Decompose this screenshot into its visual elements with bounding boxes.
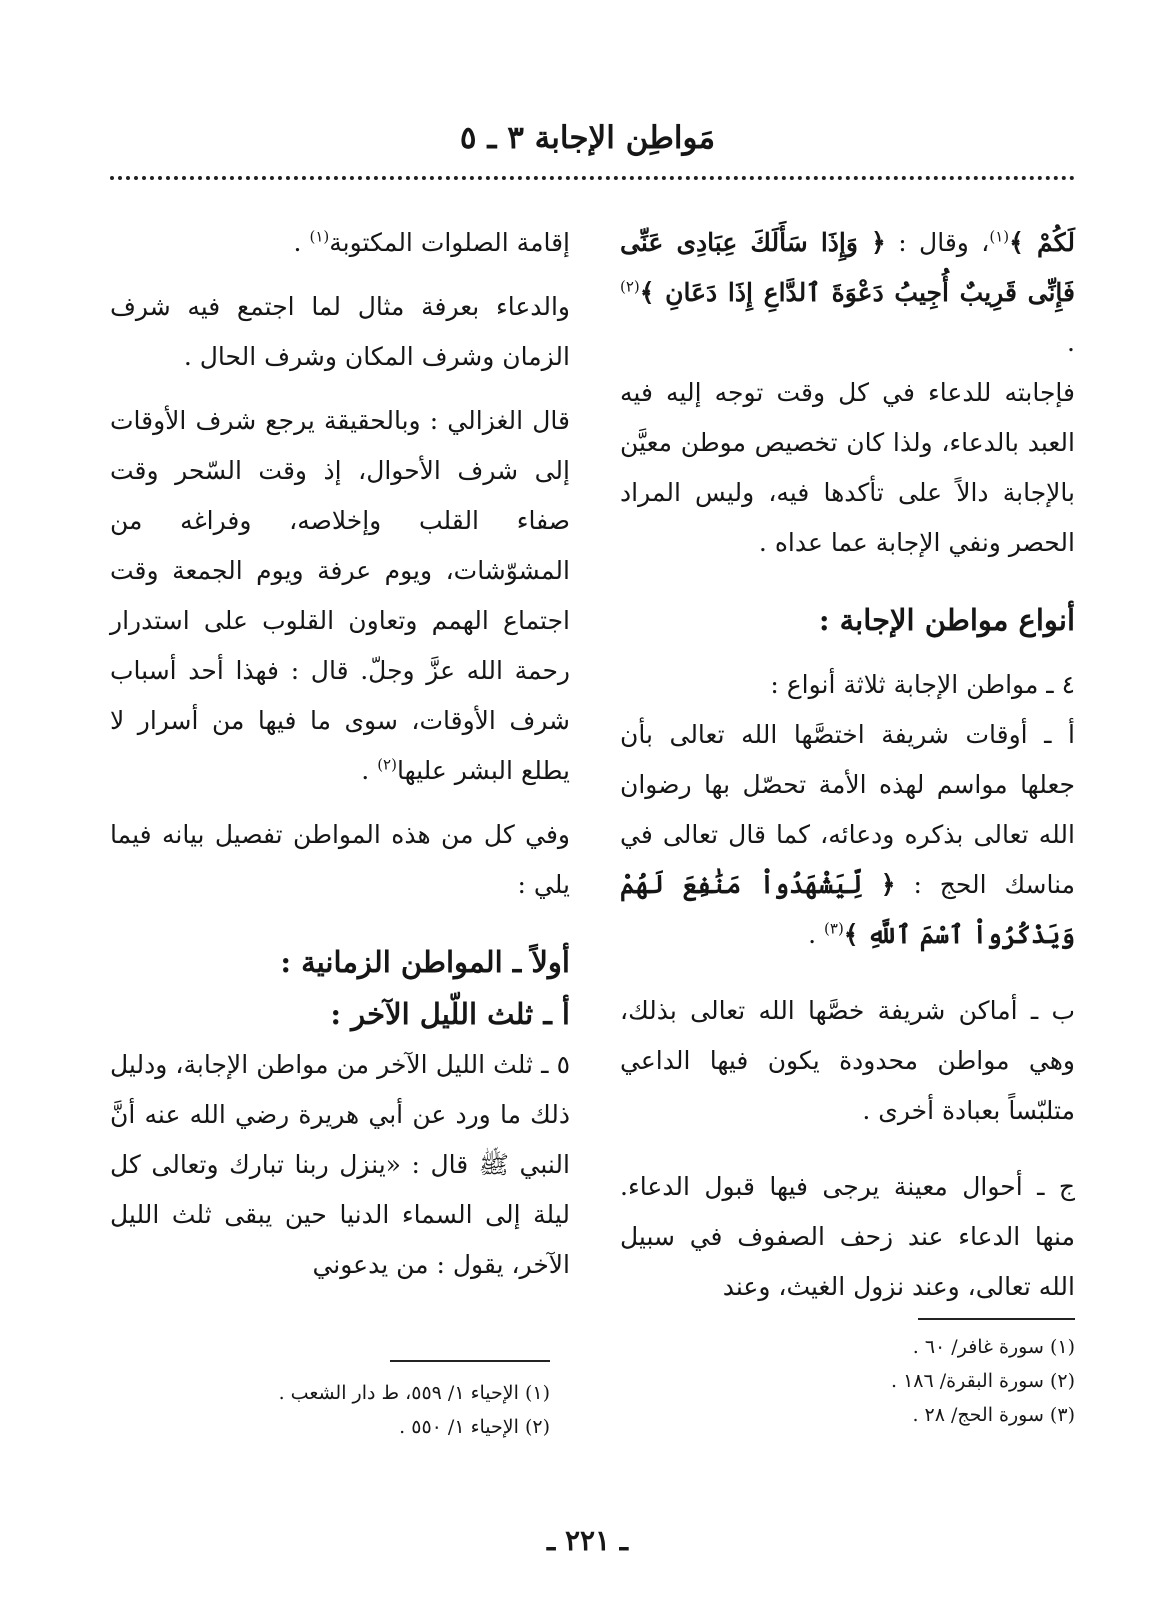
- subsection-heading-last-third: أ ـ ثلث اللّيل الآخر :: [330, 997, 570, 1031]
- footnote-ref: (٢): [620, 277, 640, 296]
- section-heading-types: أنواع مواطن الإجابة :: [818, 603, 1075, 637]
- footnote: (١) الإحياء ١/ ٥٥٩، ط دار الشعب .: [278, 1382, 550, 1404]
- paragraph-type-b: ب ـ أماكن شريفة خصَّها الله تعالى بذلك، وهي مواطن محدودة يكون فيها الداعي متلبّساً بعبادة أخرى .: [620, 996, 1075, 1125]
- paragraph-details: وفي كل من هذه المواطن تفصيل بيانه فيما يلي :: [110, 820, 570, 899]
- spacer: [110, 796, 570, 810]
- spacer: [110, 382, 570, 396]
- paragraph-ghazali: [110, 396, 570, 796]
- footnote-rule: [918, 1318, 1075, 1320]
- text-run: .: [361, 756, 378, 785]
- spacer: [620, 646, 1075, 660]
- quran-verse-fragment: لَكُمْ ﴾: [1009, 228, 1076, 257]
- footnote: (٢) الإحياء ١/ ٥٥٠ .: [399, 1416, 550, 1438]
- paragraph-types-intro: ٤ ـ مواطن الإجابة ثلاثة أنواع :: [770, 670, 1075, 699]
- footnote-ref: (١): [309, 227, 330, 246]
- page-number: ـ ٢٢١ ـ: [546, 1524, 629, 1557]
- paragraph-type-c: ج ـ أحوال معينة يرجى فيها قبول الدعاء. منها الدعاء عند زحف الصفوف في سبيل الله تعالى، وعند نزول الغيث، وعند: [620, 1172, 1075, 1301]
- footnotes-left: [250, 1376, 550, 1444]
- spacer: [620, 1136, 1075, 1162]
- text-run: ، وقال :: [885, 228, 990, 257]
- text-run: قال الغزالي : وبالحقيقة يرجع شرف الأوقات إلى شرف الأحوال، إذ وقت السّحر وقت صفاء القلب وإخلاصه، وفراغه من المشوّشات، ويوم عرفة ويوم الجمعة وقت اجتماع الهمم وتعاون القلوب على استدرار رحمة الله عزَّ وجلّ. قال : فهذا أحد أسباب شرف الأوقات، سوى ما فيها من أسرار لا يطلع البشر عليها: [110, 406, 570, 785]
- footnote-rule: [390, 1360, 550, 1362]
- paragraph-response: فإجابته للدعاء في كل وقت توجه إليه فيه العبد بالدعاء، ولذا كان تخصيص موطن معيَّن بالإجابة دالاً على تأكدها فيه، وليس المراد الحصر ونفي الإجابة عما عداه .: [620, 378, 1075, 557]
- left-column: [110, 218, 570, 1290]
- text-run: أ ـ أوقات شريفة اختصَّها الله تعالى بأن جعلها مواسم لهذه الأمة تحصّل بها رضوان الله تعالى بذكره ودعائه، كما قال تعالى في مناسك الحج :: [620, 720, 1076, 899]
- text-run: .: [808, 920, 825, 949]
- paragraph-type-a: [620, 710, 1075, 960]
- spacer: [620, 960, 1075, 986]
- section-heading-temporal: أولاً ـ المواطن الزمانية :: [280, 945, 570, 979]
- spacer: [620, 568, 1075, 594]
- right-column: [620, 218, 1075, 1312]
- footnote-ref: (٢): [377, 755, 397, 774]
- paragraph-verse-quote: [620, 218, 1075, 368]
- footnote: (١) سورة غافر/ ٦٠ .: [912, 1336, 1075, 1358]
- quran-verse: ﴿ وَإِذَا سَأَلَكَ عِبَادِى عَنِّى فَإِنِّى قَرِيبٌ أُجِيبُ دَعْوَةَ ٱلدَّاعِ إِذَا دَعَانِ ﴾: [620, 228, 1075, 307]
- footnote: (٣) سورة الحج/ ٢٨ .: [912, 1404, 1075, 1426]
- header-dotted-rule: [110, 176, 1075, 180]
- footnote-ref: (١): [989, 227, 1010, 246]
- text-run: إقامة الصلوات المكتوبة: [329, 228, 570, 257]
- footnote: (٢) سورة البقرة/ ١٨٦ .: [890, 1370, 1075, 1392]
- text-run: .: [293, 228, 310, 257]
- paragraph-prayers: [110, 218, 570, 268]
- running-header: مَواطِن الإجابة ٣ ـ ٥: [459, 120, 716, 156]
- quran-verse: ﴿ لِّيَشْهَدُواْ مَنَٰفِعَ لَهُمْ وَيَذْكُرُواْ ٱسْمَ ٱللَّهِ ﴾: [620, 870, 1075, 949]
- paragraph-last-third: ٥ ـ ثلث الليل الآخر من مواطن الإجابة، ودليل ذلك ما ورد عن أبي هريرة رضي الله عنه أنَّ النبي ﷺ قال : «ينزل ربنا تبارك وتعالى كل ليلة إلى السماء الدنيا حين يبقى ثلث الليل الآخر، يقول : من يدعوني: [110, 1050, 570, 1279]
- spacer: [110, 268, 570, 282]
- spacer: [110, 910, 570, 936]
- text-run: .: [1067, 328, 1075, 357]
- footnotes-right: [760, 1330, 1075, 1432]
- paragraph-arafa: والدعاء بعرفة مثال لما اجتمع فيه شرف الزمان وشرف المكان وشرف الحال .: [110, 292, 570, 371]
- footnote-ref: (٣): [824, 919, 844, 938]
